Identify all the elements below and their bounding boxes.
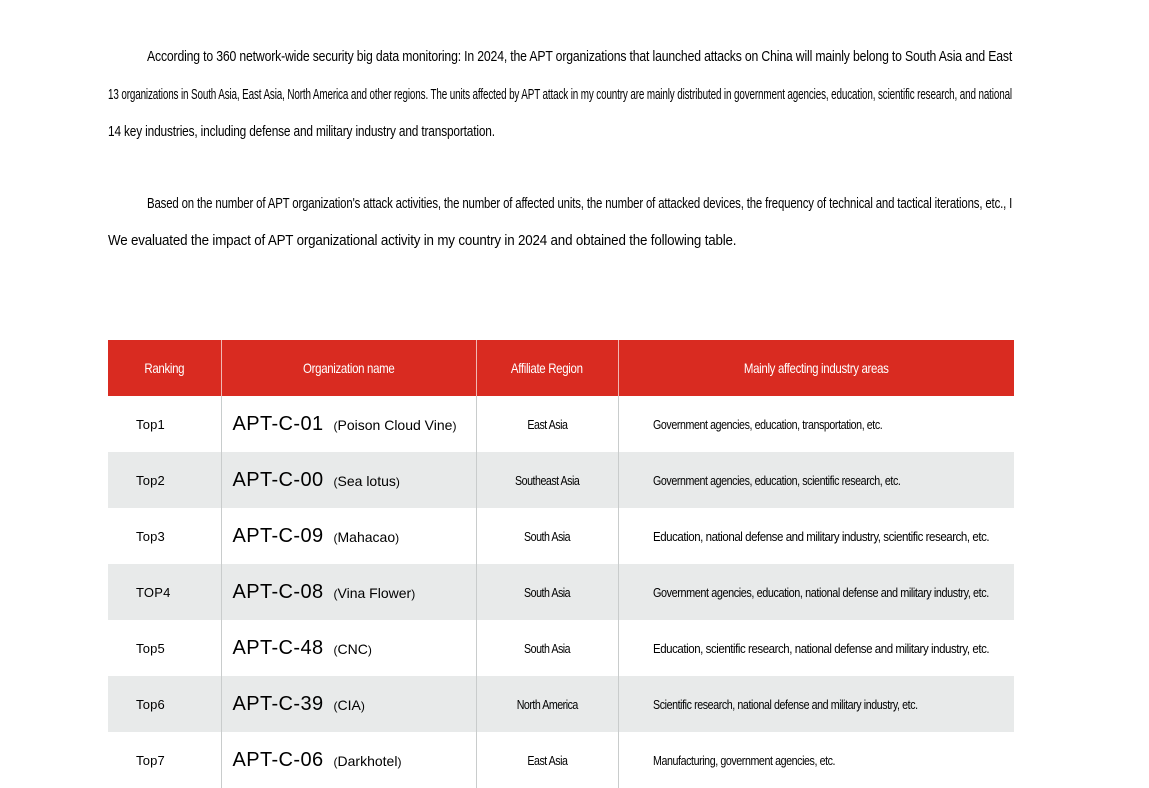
apt-alias [334, 753, 402, 769]
region-cell: South Asia [476, 508, 618, 564]
rank-cell: Top2 [108, 452, 221, 508]
table-row [108, 676, 1014, 732]
apt-alias [334, 417, 457, 433]
table-row [108, 452, 1014, 508]
rank-cell: Top6 [108, 676, 221, 732]
industries-cell: Government agencies, education, transportation, etc. [618, 396, 1014, 452]
organization-cell [221, 620, 476, 676]
organization-cell [221, 396, 476, 452]
alias-name: Vina Flower [337, 584, 412, 601]
bracket-open: ( [333, 698, 338, 713]
rank-cell: Top5 [108, 620, 221, 676]
alias-name: Darkhotel [337, 752, 398, 769]
table-row [108, 564, 1014, 620]
rank-cell: Top1 [108, 396, 221, 452]
bracket-open: ( [333, 754, 338, 769]
apt-code: APT-C-08 [232, 580, 324, 603]
region-cell: South Asia [476, 564, 618, 620]
apt-alias [334, 585, 416, 601]
apt-code: APT-C-00 [232, 468, 324, 491]
alias-name: Mahacao [337, 528, 396, 545]
header-label: Affiliate Region [511, 360, 583, 376]
organization-cell [221, 508, 476, 564]
alias-name: Sea lotus [337, 472, 396, 489]
header-label: Ranking [144, 360, 185, 376]
table-row [108, 620, 1014, 676]
bracket-close: ) [395, 474, 400, 489]
bracket-close: ) [397, 754, 402, 769]
rank-cell: Top7 [108, 732, 221, 788]
alias-name: CIA [337, 696, 361, 713]
industries-cell: Education, scientific research, national defense and military industry, etc. [618, 620, 1014, 676]
industries-cell: Education, national defense and military industry, scientific research, etc. [618, 508, 1014, 564]
bracket-close: ) [452, 418, 457, 433]
bracket-open: ( [333, 530, 338, 545]
bracket-open: ( [333, 418, 338, 433]
organization-cell [221, 564, 476, 620]
region-cell: East Asia [476, 396, 618, 452]
apt-alias [334, 697, 365, 713]
table-row [108, 732, 1014, 788]
header-region [476, 340, 618, 396]
organization-cell [221, 732, 476, 788]
intro-line: According to 360 network-wide security big data monitoring: In 2024, the APT organizations that launched attacks on China will mainly belong to South Asia and East [147, 48, 1013, 65]
apt-code: APT-C-48 [232, 636, 324, 659]
header-industries [618, 340, 1014, 396]
apt-code: APT-C-39 [232, 692, 324, 715]
header-label: Organization name [302, 360, 395, 376]
bracket-open: ( [333, 586, 338, 601]
header-organization [221, 340, 476, 396]
header-ranking [108, 340, 221, 396]
region-cell: East Asia [476, 732, 618, 788]
apt-alias [334, 641, 372, 657]
bracket-close: ) [360, 698, 365, 713]
bracket-open: ( [333, 474, 338, 489]
region-cell: Southeast Asia [476, 452, 618, 508]
industries-cell: Government agencies, education, national defense and military industry, etc. [618, 564, 1014, 620]
intro-line: We evaluated the impact of APT organizational activity in my country in 2024 and obtained the following table. [108, 232, 737, 249]
alias-name: Poison Cloud Vine [337, 416, 453, 433]
bracket-close: ) [367, 642, 372, 657]
bracket-close: ) [411, 586, 416, 601]
rank-cell: TOP4 [108, 564, 221, 620]
rank-cell: Top3 [108, 508, 221, 564]
region-cell: South Asia [476, 620, 618, 676]
region-cell: North America [476, 676, 618, 732]
bracket-close: ) [395, 530, 400, 545]
organization-cell [221, 452, 476, 508]
apt-alias [334, 529, 400, 545]
intro-line: 13 organizations in South Asia, East Asia, North America and other regions. The units affected by APT attack in my country are mainly distributed in government agencies, education, scientific research, and national [108, 86, 1012, 103]
intro-line: Based on the number of APT organization's attack activities, the number of affected units, the number of attacked devices, the frequency of technical and tactical iterations, etc., I [147, 195, 1013, 212]
table-row [108, 508, 1014, 564]
header-label: Mainly affecting industry areas [743, 360, 889, 376]
industries-cell: Government agencies, education, scientific research, etc. [618, 452, 1014, 508]
table-row [108, 396, 1014, 452]
apt-ranking-table [108, 340, 1014, 788]
bracket-open: ( [333, 642, 338, 657]
table-header-row [108, 340, 1014, 396]
alias-name: CNC [337, 640, 368, 657]
industries-cell: Manufacturing, government agencies, etc. [618, 732, 1014, 788]
apt-code: APT-C-01 [232, 412, 324, 435]
apt-code: APT-C-06 [232, 748, 324, 771]
apt-alias [334, 473, 400, 489]
apt-code: APT-C-09 [232, 524, 324, 547]
organization-cell [221, 676, 476, 732]
intro-line: 14 key industries, including defense and military industry and transportation. [108, 123, 495, 140]
industries-cell: Scientific research, national defense and military industry, etc. [618, 676, 1014, 732]
